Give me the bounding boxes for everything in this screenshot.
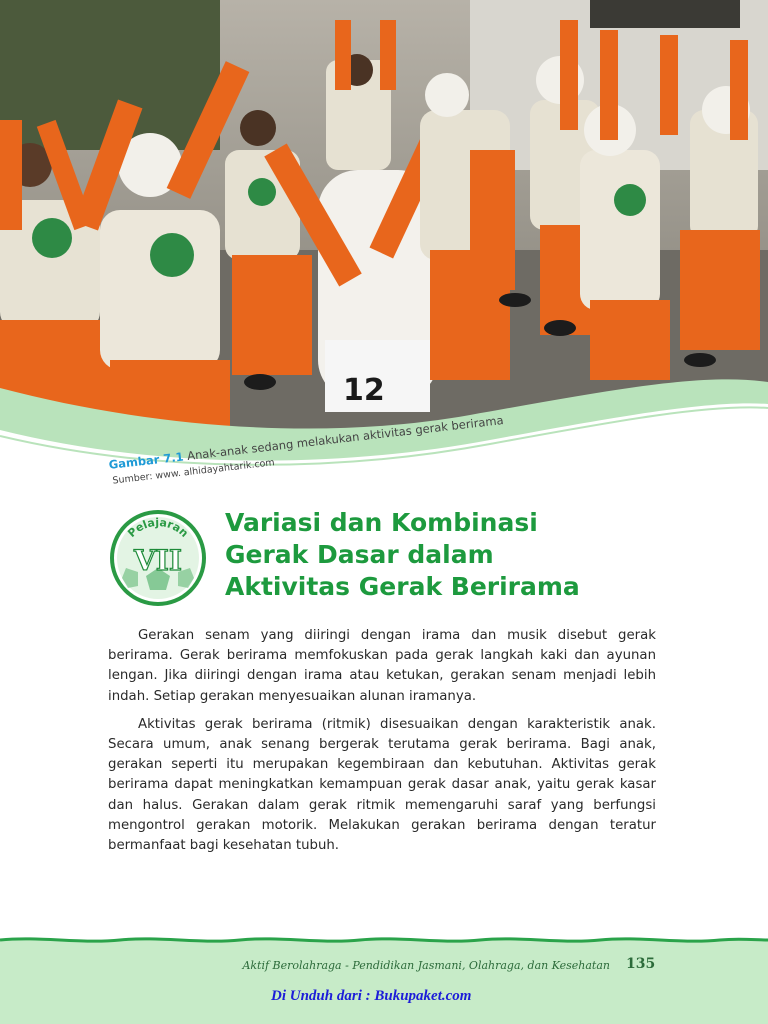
bib-number: 12	[343, 373, 385, 408]
figure-source-url: www. alhidayahtarik.com	[154, 457, 276, 482]
badge-word: Pelajaran	[125, 515, 191, 540]
running-title: Aktif Berolahraga - Pendidikan Jasmani, Olahraga, dan Kesehatan	[242, 959, 610, 972]
page-footer	[0, 930, 768, 1024]
chapter-title-line: Variasi dan Kombinasi	[225, 508, 538, 537]
chapter-badge	[110, 510, 206, 606]
page-number: 135	[626, 956, 656, 972]
body-text	[108, 626, 656, 864]
chapter-title-line: Gerak Dasar dalam	[225, 540, 494, 569]
download-note: Di Unduh dari : Bukupaket.com	[271, 988, 472, 1004]
paragraph: Gerakan senam yang diiringi dengan irama dan musik disebut gerak berirama. Gerak berirama memfokuskan pada gerak langkah kaki dan ayunan lengan. Jika diiringi dengan irama atau ketukan, gerakan senam menjadi lebih indah. Setiap gerakan menyesuaikan alunan iramanya.	[108, 628, 656, 704]
figure-caption-text: Anak-anak sedang melakukan aktivitas gerak berirama	[186, 413, 505, 463]
badge-numeral: VII	[134, 544, 182, 577]
soccer-ball-badge-icon	[110, 510, 206, 606]
figure-source-label: Sumber:	[112, 471, 154, 487]
chapter-title	[225, 507, 695, 603]
figure-label: Gambar 7.1	[108, 449, 185, 472]
chapter-title-line: Aktivitas Gerak Berirama	[225, 572, 580, 601]
footer-wave-band	[0, 930, 768, 1024]
paragraph: Aktivitas gerak berirama (ritmik) disesuaikan dengan karakteristik anak. Secara umum, anak senang bergerak terutama gerak berirama. Bagi anak, gerakan seperti itu merupakan kegembiraan dan kebutuhan. Aktivitas gerak berirama dapat meningkatkan kemampuan gerak dasar anak, yaitu gerak kasar dan halus. Gerakan dalam gerak ritmik memengaruhi saraf yang berfungsi mengontrol gerakan motorik. Melakukan gerakan berirama dengan teratur bermanfaat bagi kesehatan tubuh.	[108, 716, 656, 854]
